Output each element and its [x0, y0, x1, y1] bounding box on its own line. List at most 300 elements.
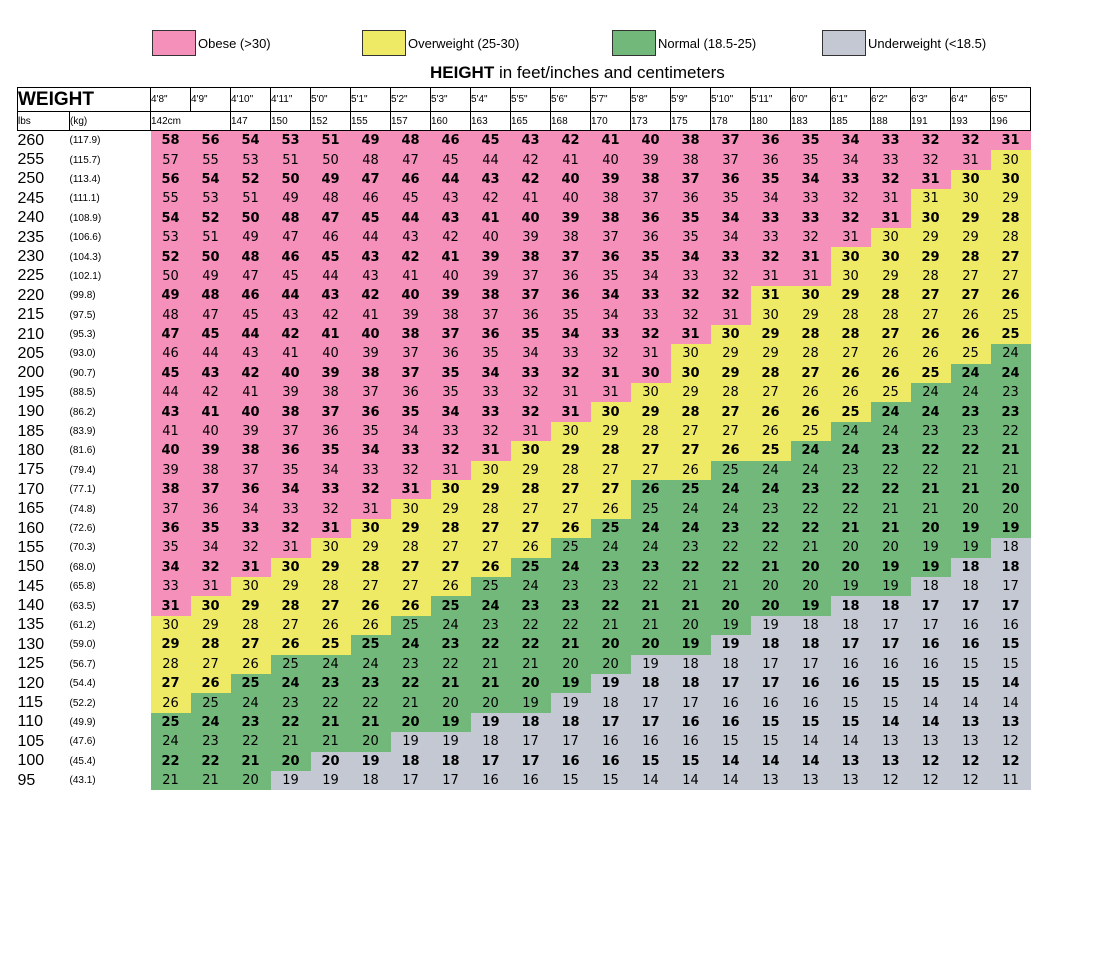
legend-item-normal [612, 30, 756, 56]
bmi-cell: 33 [271, 499, 311, 518]
bmi-cell: 27 [991, 267, 1031, 286]
bmi-cell: 30 [831, 247, 871, 266]
bmi-cell: 31 [591, 383, 631, 402]
bmi-cell: 45 [431, 150, 471, 169]
weight-lbs: 170 [17, 480, 45, 498]
bmi-cell: 28 [471, 499, 511, 518]
bmi-cell: 19 [951, 519, 991, 538]
bmi-cell: 21 [951, 461, 991, 480]
bmi-cell: 19 [471, 713, 511, 732]
bmi-cell: 23 [511, 596, 551, 615]
bmi-cell: 34 [831, 150, 871, 169]
bmi-cell: 34 [471, 364, 511, 383]
bmi-cell: 26 [791, 402, 831, 421]
bmi-cell: 48 [391, 131, 431, 151]
bmi-cell: 18 [671, 674, 711, 693]
bmi-cell: 19 [431, 713, 471, 732]
bmi-cell: 24 [671, 519, 711, 538]
bmi-cell: 13 [791, 771, 831, 790]
bmi-cell: 41 [191, 402, 231, 421]
bmi-cell: 40 [271, 364, 311, 383]
bmi-cell: 39 [511, 228, 551, 247]
bmi-cell: 17 [991, 596, 1031, 615]
bmi-cell: 21 [711, 577, 751, 596]
bmi-cell: 27 [911, 306, 951, 325]
weight-lbs: 200 [17, 364, 45, 382]
bmi-cell: 38 [471, 286, 511, 305]
bmi-cell: 27 [711, 422, 751, 441]
legend-label-overweight: Overweight (25-30) [408, 35, 520, 51]
weight-lbs: 240 [17, 209, 45, 227]
bmi-cell: 22 [391, 674, 431, 693]
bmi-cell: 30 [951, 170, 991, 189]
weight-lbs: 205 [17, 344, 45, 362]
bmi-cell: 54 [151, 209, 191, 228]
bmi-cell: 16 [511, 771, 551, 790]
bmi-cell: 34 [511, 344, 551, 363]
bmi-cell: 37 [311, 402, 351, 421]
bmi-cell: 43 [351, 267, 391, 286]
table-row [18, 228, 1031, 247]
bmi-cell: 43 [151, 402, 191, 421]
bmi-cell: 20 [991, 499, 1031, 518]
bmi-cell: 29 [511, 461, 551, 480]
bmi-cell: 37 [431, 325, 471, 344]
chart-title-rest: in feet/inches and centimeters [494, 63, 725, 82]
bmi-cell: 48 [151, 306, 191, 325]
bmi-cell: 33 [391, 441, 431, 460]
bmi-cell: 31 [311, 519, 351, 538]
bmi-cell: 28 [351, 558, 391, 577]
bmi-cell: 29 [311, 558, 351, 577]
bmi-cell: 18 [351, 771, 391, 790]
bmi-cell: 27 [991, 247, 1031, 266]
bmi-cell: 31 [791, 247, 831, 266]
bmi-cell: 45 [471, 131, 511, 151]
bmi-cell: 21 [431, 674, 471, 693]
height-cm-12: 173 [631, 112, 671, 131]
legend-label-obese: Obese (>30) [198, 35, 271, 51]
bmi-cell: 16 [751, 693, 791, 712]
weight-lbs: 155 [17, 538, 45, 556]
bmi-cell: 33 [151, 577, 191, 596]
height-ft-15: 5'11" [751, 88, 791, 112]
height-ft-3: 4'11" [271, 88, 311, 112]
bmi-cell: 38 [551, 228, 591, 247]
bmi-cell: 43 [271, 306, 311, 325]
bmi-cell: 22 [911, 441, 951, 460]
bmi-cell: 14 [991, 693, 1031, 712]
bmi-cell: 28 [271, 596, 311, 615]
weight-kg: (56.7) [69, 658, 96, 670]
bmi-cell: 30 [391, 499, 431, 518]
bmi-cell: 17 [911, 616, 951, 635]
weight-lbs: 235 [17, 228, 45, 246]
bmi-cell: 47 [311, 209, 351, 228]
bmi-cell: 12 [951, 771, 991, 790]
bmi-cell: 33 [751, 209, 791, 228]
bmi-cell: 33 [791, 189, 831, 208]
bmi-cell: 37 [591, 228, 631, 247]
bmi-cell: 31 [631, 344, 671, 363]
bmi-cell: 55 [191, 150, 231, 169]
bmi-cell: 17 [631, 693, 671, 712]
bmi-cell: 30 [911, 209, 951, 228]
bmi-cell: 33 [711, 247, 751, 266]
bmi-cell: 15 [871, 674, 911, 693]
bmi-cell: 34 [311, 461, 351, 480]
bmi-cell: 13 [911, 732, 951, 751]
weight-lbs: 115 [17, 694, 44, 712]
weight-kg: (83.9) [69, 426, 96, 438]
bmi-cell: 28 [711, 383, 751, 402]
bmi-cell: 42 [271, 325, 311, 344]
bmi-cell: 31 [751, 267, 791, 286]
bmi-cell: 25 [511, 558, 551, 577]
bmi-cell: 32 [951, 131, 991, 151]
bmi-cell: 38 [631, 170, 671, 189]
bmi-cell: 37 [671, 170, 711, 189]
bmi-cell: 30 [191, 596, 231, 615]
bmi-cell: 44 [431, 170, 471, 189]
bmi-cell: 31 [551, 383, 591, 402]
legend-label-underweight: Underweight (<18.5) [868, 35, 987, 51]
bmi-cell: 49 [351, 131, 391, 151]
bmi-cell: 44 [391, 209, 431, 228]
bmi-cell: 28 [831, 325, 871, 344]
height-cm-9: 165 [511, 112, 551, 131]
bmi-cell: 18 [791, 635, 831, 654]
table-row [18, 538, 1031, 557]
bmi-cell: 39 [231, 422, 271, 441]
table-row [18, 713, 1031, 732]
bmi-cell: 22 [671, 558, 711, 577]
height-cm-10: 168 [551, 112, 591, 131]
bmi-cell: 46 [351, 189, 391, 208]
weight-kg: (93.0) [69, 348, 96, 360]
bmi-cell: 38 [231, 441, 271, 460]
bmi-cell: 24 [191, 713, 231, 732]
bmi-cell: 31 [191, 577, 231, 596]
bmi-cell: 33 [791, 209, 831, 228]
bmi-cell: 36 [511, 306, 551, 325]
table-row [18, 635, 1031, 654]
bmi-cell: 25 [191, 693, 231, 712]
bmi-cell: 28 [991, 228, 1031, 247]
bmi-cell: 24 [951, 383, 991, 402]
table-row [18, 364, 1031, 383]
bmi-cell: 17 [631, 713, 671, 732]
bmi-cell: 22 [871, 480, 911, 499]
weight-kg: (47.6) [69, 736, 96, 748]
table-row [18, 150, 1031, 169]
bmi-cell: 30 [871, 228, 911, 247]
weight-kg: (70.3) [69, 542, 96, 554]
bmi-cell: 26 [991, 286, 1031, 305]
bmi-cell: 26 [951, 325, 991, 344]
weight-kg: (61.2) [69, 619, 96, 631]
bmi-cell: 21 [151, 771, 191, 790]
bmi-cell: 15 [591, 771, 631, 790]
bmi-cell: 32 [511, 402, 551, 421]
bmi-cell: 24 [391, 635, 431, 654]
weight-kg: (88.5) [69, 387, 96, 399]
bmi-cell: 25 [911, 364, 951, 383]
bmi-cell: 35 [591, 267, 631, 286]
bmi-cell: 32 [551, 364, 591, 383]
bmi-cell: 21 [551, 635, 591, 654]
table-row [18, 286, 1031, 305]
weight-lbs: 145 [17, 577, 45, 595]
bmi-cell: 26 [751, 422, 791, 441]
bmi-cell: 45 [231, 306, 271, 325]
weight-lbs: 220 [17, 286, 45, 304]
bmi-cell: 39 [631, 150, 671, 169]
height-ft-13: 5'9" [671, 88, 711, 112]
bmi-cell: 16 [591, 752, 631, 771]
bmi-cell: 35 [791, 131, 831, 151]
bmi-cell: 14 [751, 752, 791, 771]
bmi-cell: 16 [631, 732, 671, 751]
bmi-cell: 41 [591, 131, 631, 151]
bmi-cell: 19 [551, 693, 591, 712]
bmi-cell: 15 [711, 732, 751, 751]
bmi-cell: 26 [831, 383, 871, 402]
bmi-cell: 44 [231, 325, 271, 344]
bmi-cell: 30 [431, 480, 471, 499]
bmi-cell: 30 [951, 189, 991, 208]
bmi-cell: 41 [151, 422, 191, 441]
bmi-cell: 18 [551, 713, 591, 732]
bmi-cell: 38 [431, 306, 471, 325]
bmi-cell: 18 [751, 635, 791, 654]
bmi-cell: 19 [631, 655, 671, 674]
bmi-cell: 18 [951, 558, 991, 577]
bmi-cell: 36 [751, 150, 791, 169]
bmi-cell: 24 [271, 674, 311, 693]
bmi-cell: 38 [591, 209, 631, 228]
bmi-cell: 23 [911, 422, 951, 441]
bmi-cell: 14 [911, 713, 951, 732]
bmi-cell: 37 [511, 286, 551, 305]
bmi-cell: 22 [751, 538, 791, 557]
bmi-cell: 41 [391, 267, 431, 286]
bmi-cell: 36 [751, 131, 791, 151]
bmi-cell: 44 [191, 344, 231, 363]
legend-swatch-obese [152, 30, 196, 56]
bmi-cell: 18 [391, 752, 431, 771]
table-row [18, 344, 1031, 363]
bmi-cell: 28 [551, 461, 591, 480]
table-row [18, 771, 1031, 790]
bmi-cell: 26 [591, 499, 631, 518]
bmi-cell: 17 [871, 616, 911, 635]
height-ft-10: 5'6" [551, 88, 591, 112]
bmi-cell: 46 [231, 286, 271, 305]
table-row [18, 577, 1031, 596]
bmi-cell: 23 [951, 402, 991, 421]
bmi-cell: 26 [711, 441, 751, 460]
bmi-cell: 16 [471, 771, 511, 790]
bmi-cell: 32 [911, 131, 951, 151]
weight-kg: (52.2) [69, 697, 96, 709]
bmi-cell: 12 [951, 752, 991, 771]
bmi-cell: 23 [671, 538, 711, 557]
bmi-cell: 14 [991, 674, 1031, 693]
bmi-cell: 38 [391, 325, 431, 344]
bmi-cell: 12 [911, 752, 951, 771]
height-ft-9: 5'5" [511, 88, 551, 112]
bmi-cell: 28 [951, 247, 991, 266]
bmi-cell: 16 [831, 674, 871, 693]
bmi-cell: 26 [631, 480, 671, 499]
bmi-cell: 36 [151, 519, 191, 538]
height-cm-7: 160 [431, 112, 471, 131]
bmi-cell: 47 [191, 306, 231, 325]
height-ft-17: 6'1" [831, 88, 871, 112]
bmi-cell: 25 [951, 344, 991, 363]
bmi-cell: 45 [391, 189, 431, 208]
height-cm-16: 183 [791, 112, 831, 131]
weight-kg: (90.7) [69, 367, 96, 379]
bmi-cell: 23 [311, 674, 351, 693]
bmi-cell: 20 [511, 674, 551, 693]
bmi-cell: 30 [631, 364, 671, 383]
bmi-cell: 19 [431, 732, 471, 751]
bmi-cell: 25 [271, 655, 311, 674]
bmi-cell: 26 [871, 364, 911, 383]
bmi-cell: 22 [151, 752, 191, 771]
bmi-cell: 21 [791, 538, 831, 557]
bmi-cell: 15 [991, 655, 1031, 674]
bmi-cell: 32 [671, 306, 711, 325]
bmi-cell: 40 [391, 286, 431, 305]
bmi-cell: 28 [991, 209, 1031, 228]
bmi-cell: 35 [311, 441, 351, 460]
legend-item-underweight [822, 30, 986, 56]
bmi-cell: 11 [991, 771, 1031, 790]
bmi-cell: 21 [871, 519, 911, 538]
bmi-cell: 21 [871, 499, 911, 518]
bmi-cell: 26 [871, 344, 911, 363]
table-row [18, 558, 1031, 577]
bmi-cell: 39 [351, 344, 391, 363]
bmi-cell: 19 [871, 558, 911, 577]
bmi-cell: 26 [951, 306, 991, 325]
bmi-cell: 33 [231, 519, 271, 538]
bmi-cell: 23 [591, 558, 631, 577]
bmi-cell: 19 [271, 771, 311, 790]
bmi-cell: 20 [591, 655, 631, 674]
height-cm-2: 147 [231, 112, 271, 131]
bmi-cell: 15 [991, 635, 1031, 654]
height-ft-11: 5'7" [591, 88, 631, 112]
bmi-cell: 26 [791, 383, 831, 402]
weight-kg: (99.8) [69, 290, 96, 302]
table-row [18, 732, 1031, 751]
weight-lbs: 175 [17, 461, 45, 479]
bmi-cell: 27 [391, 577, 431, 596]
weight-kg: (111.1) [69, 193, 100, 205]
bmi-cell: 24 [791, 441, 831, 460]
bmi-cell: 29 [671, 383, 711, 402]
bmi-cell: 29 [351, 538, 391, 557]
bmi-cell: 31 [871, 189, 911, 208]
bmi-cell: 32 [231, 538, 271, 557]
bmi-cell: 38 [511, 247, 551, 266]
bmi-cell: 18 [711, 655, 751, 674]
bmi-cell: 33 [831, 170, 871, 189]
bmi-cell: 36 [631, 209, 671, 228]
bmi-cell: 36 [631, 228, 671, 247]
bmi-cell: 35 [671, 228, 711, 247]
bmi-cell: 24 [991, 344, 1031, 363]
bmi-cell: 30 [311, 538, 351, 557]
bmi-cell: 26 [751, 402, 791, 421]
bmi-cell: 28 [151, 655, 191, 674]
bmi-cell: 22 [871, 461, 911, 480]
bmi-cell: 22 [191, 752, 231, 771]
bmi-cell: 24 [351, 655, 391, 674]
bmi-cell: 49 [231, 228, 271, 247]
bmi-cell: 21 [351, 713, 391, 732]
bmi-cell: 34 [671, 247, 711, 266]
bmi-cell: 18 [831, 596, 871, 615]
bmi-cell: 30 [711, 325, 751, 344]
height-cm-0: 142cm [151, 112, 231, 131]
bmi-cell: 18 [671, 655, 711, 674]
bmi-cell: 34 [831, 131, 871, 151]
bmi-cell: 30 [831, 267, 871, 286]
bmi-cell: 20 [471, 693, 511, 712]
bmi-cell: 51 [271, 150, 311, 169]
bmi-cell: 24 [551, 558, 591, 577]
bmi-cell: 50 [191, 247, 231, 266]
bmi-cell: 24 [471, 596, 511, 615]
bmi-cell: 18 [431, 752, 471, 771]
legend [0, 30, 1102, 58]
bmi-cell: 20 [551, 655, 591, 674]
bmi-cell: 21 [511, 655, 551, 674]
bmi-cell: 26 [511, 538, 551, 557]
bmi-cell: 25 [391, 616, 431, 635]
bmi-cell: 20 [831, 558, 871, 577]
weight-kg: (45.4) [69, 755, 96, 767]
bmi-cell: 37 [631, 189, 671, 208]
bmi-cell: 42 [191, 383, 231, 402]
bmi-cell: 32 [871, 170, 911, 189]
bmi-cell: 53 [191, 189, 231, 208]
bmi-cell: 15 [911, 674, 951, 693]
bmi-cell: 27 [911, 286, 951, 305]
bmi-cell: 40 [471, 228, 511, 247]
weight-lbs: 190 [17, 403, 45, 421]
bmi-cell: 27 [751, 383, 791, 402]
bmi-cell: 12 [991, 732, 1031, 751]
bmi-cell: 32 [911, 150, 951, 169]
weight-kg: (86.2) [69, 406, 96, 418]
bmi-cell: 32 [391, 461, 431, 480]
bmi-cell: 17 [471, 752, 511, 771]
bmi-cell: 26 [431, 577, 471, 596]
bmi-cell: 20 [271, 752, 311, 771]
bmi-cell: 35 [511, 325, 551, 344]
bmi-cell: 24 [311, 655, 351, 674]
bmi-cell: 36 [551, 286, 591, 305]
bmi-cell: 27 [471, 519, 511, 538]
bmi-cell: 33 [551, 344, 591, 363]
bmi-cell: 29 [711, 364, 751, 383]
